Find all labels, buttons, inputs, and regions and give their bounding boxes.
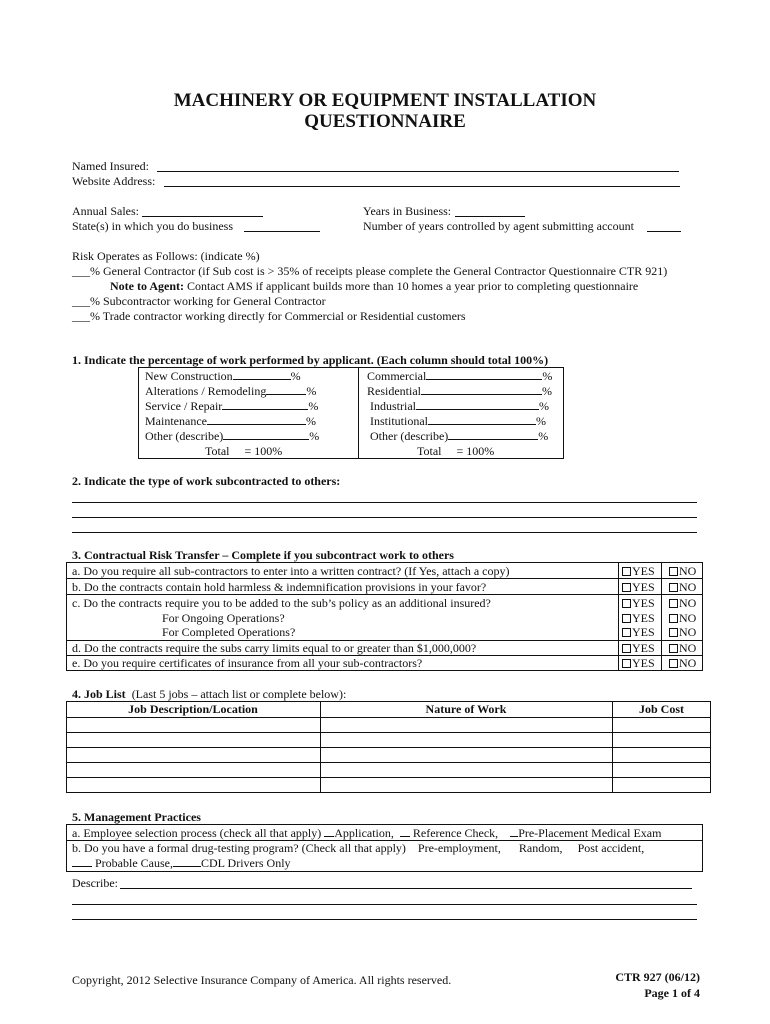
employee-selection-label: a. Employee selection process (check all that apply) <box>72 826 322 840</box>
total-label: Total <box>417 444 442 458</box>
question-d: d. Do the contracts require the subs carry limits equal to or greater than $1,000,000? <box>72 641 477 655</box>
left-row-alterations[interactable] <box>145 384 316 398</box>
agent-note-text: Contact AMS if applicant builds more than 10 homes a year prior to completing questionnaire <box>186 279 639 293</box>
total-label: Total <box>205 444 230 458</box>
pct-blank: ___% <box>72 264 100 278</box>
section4-subtitle: (Last 5 jobs – attach list or complete below): <box>131 687 347 701</box>
question-c-completed: For Completed Operations? <box>162 625 296 639</box>
describe-label: Describe: <box>72 876 118 890</box>
copyright: Copyright, 2012 Selective Insurance Company of America. All rights reserved. <box>72 973 452 987</box>
website-label: Website Address: <box>72 174 156 188</box>
left-total <box>205 444 282 458</box>
pct-field[interactable] <box>448 429 538 440</box>
risk-general-contractor-label: General Contractor (if Sub cost is > 35% of receipts please complete the General Contractor Questionnaire CTR 921) <box>103 264 668 278</box>
row-label: Institutional <box>370 414 428 428</box>
subcontracted-line-1[interactable] <box>72 502 697 503</box>
row-label: Service / Repair <box>145 399 223 413</box>
no-checkbox-a[interactable] <box>669 564 696 578</box>
yes-label: YES <box>632 625 655 639</box>
job-row-divider <box>66 777 711 778</box>
checkbox-icon <box>622 567 631 576</box>
employee-selection-row <box>72 826 661 840</box>
row-label: Industrial <box>370 399 416 413</box>
no-checkbox-e[interactable] <box>669 656 696 670</box>
right-row-industrial[interactable] <box>370 399 549 413</box>
left-row-other[interactable] <box>145 429 319 443</box>
drug-testing-row-2 <box>72 856 291 870</box>
job-row-divider <box>66 747 711 748</box>
total-value: = 100% <box>244 444 283 458</box>
probable-cause-option: Probable Cause, <box>95 856 173 870</box>
yes-checkbox-d[interactable] <box>622 641 655 655</box>
checkbox-icon <box>622 583 631 592</box>
pct-sign: % <box>538 429 549 443</box>
pct-sign: % <box>539 399 549 413</box>
pct-field[interactable] <box>207 414 306 425</box>
agent-note <box>110 279 638 293</box>
no-checkbox-d[interactable] <box>669 641 696 655</box>
pct-sign: % <box>542 369 553 383</box>
yes-checkbox-c-completed[interactable] <box>622 625 655 639</box>
pct-sign: % <box>536 414 546 428</box>
section2-heading: 2. Indicate the type of work subcontracted to others: <box>72 474 341 488</box>
row-divider <box>66 578 703 579</box>
describe-line-1[interactable] <box>120 888 692 889</box>
yes-checkbox-c[interactable] <box>622 596 655 610</box>
form-number: CTR 927 (06/12) <box>615 970 700 984</box>
yes-label: YES <box>632 596 655 610</box>
pct-field[interactable] <box>266 384 306 395</box>
pct-sign: % <box>306 384 317 398</box>
years-controlled-label: Number of years controlled by agent submitting account <box>363 219 634 233</box>
pct-sign: % <box>308 399 319 413</box>
years-in-business-label: Years in Business: <box>363 204 452 218</box>
risk-heading: Risk Operates as Follows: (indicate %) <box>72 249 260 263</box>
no-label: NO <box>679 580 697 594</box>
yes-label: YES <box>632 656 655 670</box>
pct-sign: % <box>290 369 301 383</box>
describe-line-3[interactable] <box>72 919 697 920</box>
annual-sales-field[interactable] <box>142 216 263 217</box>
pct-field[interactable] <box>421 384 542 395</box>
application-option: Application, <box>334 826 394 840</box>
named-insured-field[interactable] <box>157 171 679 172</box>
pct-blank: ___% <box>72 309 100 323</box>
agent-note-label: Note to Agent: <box>110 279 184 293</box>
question-a: a. Do you require all sub-contractors to enter into a written contract? (If Yes, attach a copy) <box>72 564 510 578</box>
pct-field[interactable] <box>416 399 539 410</box>
drug-testing-row <box>72 841 644 855</box>
website-field[interactable] <box>164 186 680 187</box>
no-label: NO <box>679 656 697 670</box>
page-title-line1: MACHINERY OR EQUIPMENT INSTALLATION <box>173 90 597 111</box>
checkbox-icon <box>622 599 631 608</box>
checkbox-icon <box>622 628 631 637</box>
section5-heading: 5. Management Practices <box>72 810 201 824</box>
subcontracted-line-3[interactable] <box>72 532 697 533</box>
checkbox-icon <box>622 644 631 653</box>
annual-sales-label: Annual Sales: <box>72 204 139 218</box>
job-row-divider <box>66 732 711 733</box>
no-label: NO <box>679 641 697 655</box>
no-label: NO <box>679 625 697 639</box>
application-check[interactable] <box>324 826 334 837</box>
no-label: NO <box>679 611 697 625</box>
no-checkbox-c-ongoing[interactable] <box>669 611 696 625</box>
no-checkbox-b[interactable] <box>669 580 696 594</box>
checkbox-icon <box>669 659 678 668</box>
risk-subcontractor[interactable] <box>72 294 326 308</box>
risk-trade-contractor-label: Trade contractor working directly for Commercial or Residential customers <box>102 309 466 323</box>
states-label: State(s) in which you do business <box>72 219 233 233</box>
pre-employment-option[interactable]: Pre-employment, <box>417 841 501 855</box>
states-field[interactable] <box>244 231 320 232</box>
checkbox-icon <box>669 599 678 608</box>
pct-field[interactable] <box>223 429 309 440</box>
yes-label: YES <box>632 580 655 594</box>
checkbox-icon <box>669 583 678 592</box>
pct-sign: % <box>305 414 316 428</box>
page-number: Page 1 of 4 <box>644 986 700 1000</box>
right-row-other[interactable] <box>370 429 548 443</box>
checkbox-icon <box>669 628 678 637</box>
total-value: = 100% <box>456 444 495 458</box>
job-col-description: Job Description/Location <box>128 702 258 716</box>
drug-testing-label: b. Do you have a formal drug-testing program? (Check all that apply) <box>72 841 406 855</box>
checkbox-icon <box>669 567 678 576</box>
checkbox-icon <box>622 614 631 623</box>
pre-placement-option: Pre-Placement Medical Exam <box>518 826 662 840</box>
risk-subcontractor-label: Subcontractor working for General Contractor <box>103 294 326 308</box>
checkbox-icon <box>622 659 631 668</box>
yes-label: YES <box>632 611 655 625</box>
reference-option: Reference Check, <box>412 826 499 840</box>
pct-field[interactable] <box>428 414 536 425</box>
pct-field[interactable] <box>222 399 308 410</box>
cdl-option: CDL Drivers Only <box>200 856 291 870</box>
risk-trade-contractor[interactable] <box>72 309 466 323</box>
yes-checkbox-c-ongoing[interactable] <box>622 611 655 625</box>
checkbox-icon <box>669 614 678 623</box>
cdl-check[interactable] <box>173 856 201 867</box>
yes-label: YES <box>632 641 655 655</box>
describe-line-2[interactable] <box>72 904 697 905</box>
row-divider <box>66 594 703 595</box>
question-e: e. Do you require certificates of insurance from all your sub-contractors? <box>72 656 423 670</box>
subcontracted-line-2[interactable] <box>72 517 697 518</box>
row-label: Maintenance <box>145 414 207 428</box>
yes-checkbox-e[interactable] <box>622 656 655 670</box>
row-label: New Construction <box>145 369 233 383</box>
work-percentage-divider <box>358 367 359 459</box>
section1-heading: 1. Indicate the percentage of work performed by applicant. (Each column should total 100%) <box>72 353 549 367</box>
row-label: Commercial <box>367 369 427 383</box>
question-c-ongoing: For Ongoing Operations? <box>162 611 285 625</box>
section3-heading: 3. Contractual Risk Transfer – Complete if you subcontract work to others <box>72 548 454 562</box>
years-in-business-field[interactable] <box>455 216 525 217</box>
pre-placement-check[interactable] <box>510 826 518 837</box>
page-title-line2: QUESTIONNAIRE <box>304 111 466 132</box>
years-controlled-field[interactable] <box>647 231 681 232</box>
right-total <box>417 444 494 458</box>
checkbox-icon <box>669 644 678 653</box>
left-row-service-repair[interactable] <box>145 399 318 413</box>
pct-field[interactable] <box>233 369 291 380</box>
pct-field[interactable] <box>426 369 542 380</box>
yes-label: YES <box>632 564 655 578</box>
probable-cause-check[interactable] <box>72 856 92 867</box>
pct-sign: % <box>309 429 320 443</box>
yes-checkbox-a[interactable] <box>622 564 655 578</box>
right-row-institutional[interactable] <box>370 414 546 428</box>
row-label: Alterations / Remodeling <box>145 384 267 398</box>
job-row-divider <box>66 717 711 718</box>
section4-heading <box>72 687 346 701</box>
left-row-maintenance[interactable] <box>145 414 316 428</box>
yes-checkbox-b[interactable] <box>622 580 655 594</box>
pct-sign: % <box>542 384 552 398</box>
job-col-cost: Job Cost <box>638 702 684 716</box>
section4-title: 4. Job List <box>72 687 126 701</box>
question-c: c. Do the contracts require you to be added to the sub’s policy as an additional insured? <box>72 596 491 610</box>
job-col-nature: Nature of Work <box>425 702 507 716</box>
row-label: Other (describe) <box>370 429 449 443</box>
post-accident-option[interactable]: Post accident, <box>577 841 645 855</box>
left-row-new-construction[interactable] <box>145 369 301 383</box>
row-label: Other (describe) <box>145 429 224 443</box>
question-b: b. Do the contracts contain hold harmless & indemnification provisions in your favor? <box>72 580 487 594</box>
random-option[interactable]: Random, <box>518 841 563 855</box>
pct-blank: ___% <box>72 294 100 308</box>
no-checkbox-c[interactable] <box>669 596 696 610</box>
no-checkbox-c-completed[interactable] <box>669 625 696 639</box>
no-label: NO <box>679 564 697 578</box>
right-row-commercial[interactable] <box>367 369 552 383</box>
reference-check[interactable] <box>400 826 410 837</box>
right-row-residential[interactable] <box>367 384 552 398</box>
no-label: NO <box>679 596 697 610</box>
named-insured-label: Named Insured: <box>72 159 149 173</box>
job-row-divider <box>66 762 711 763</box>
row-label: Residential <box>367 384 421 398</box>
risk-general-contractor[interactable] <box>72 264 667 278</box>
